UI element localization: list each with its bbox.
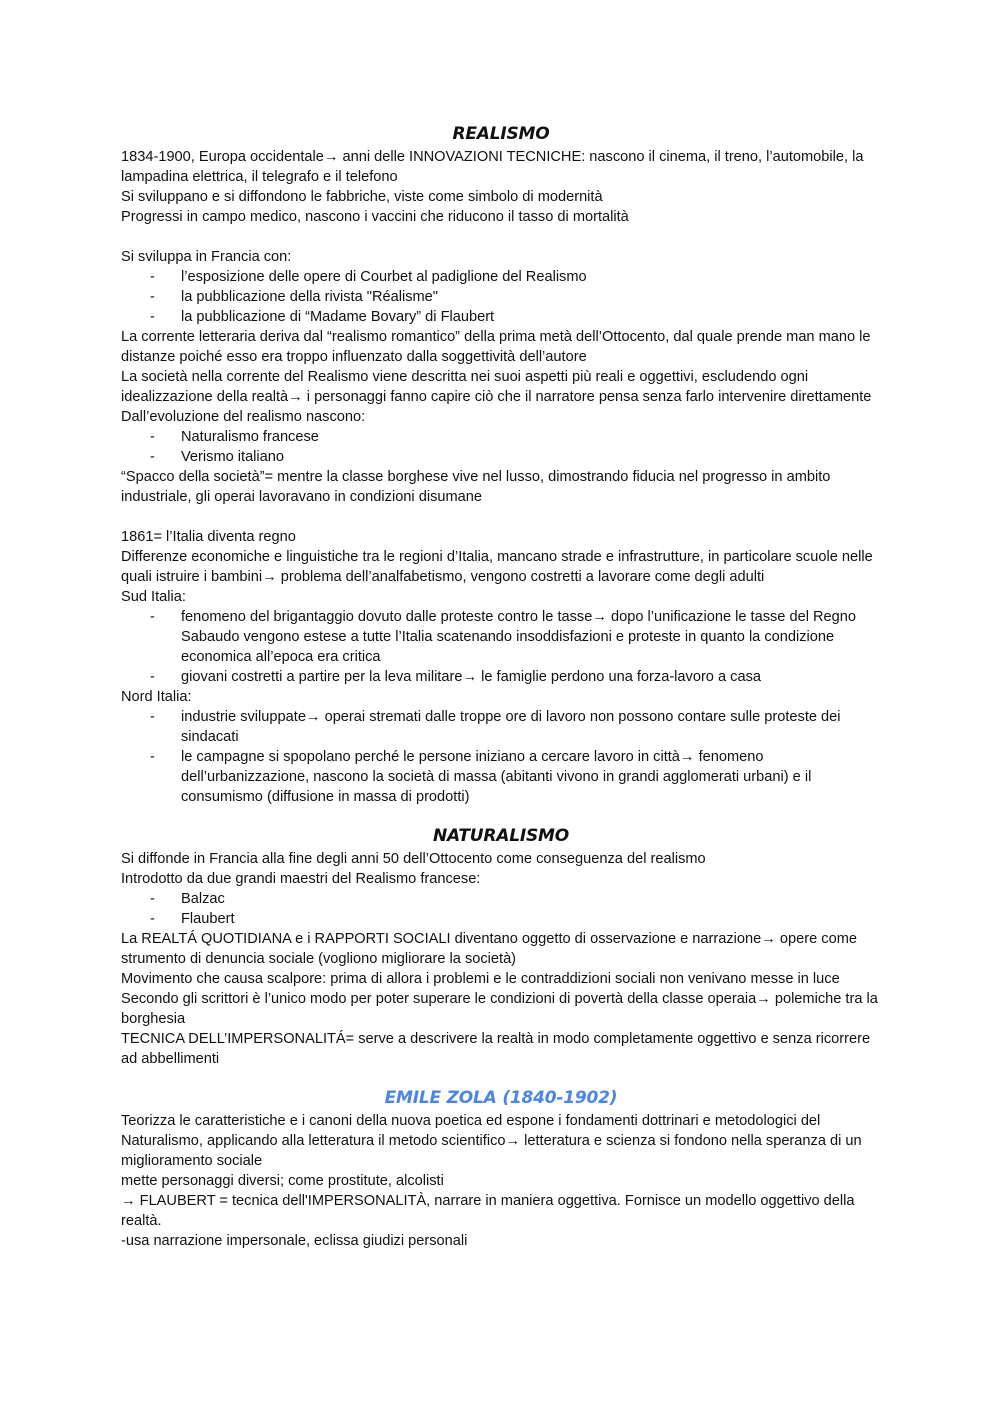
bullet-list bbox=[121, 267, 881, 327]
paragraph: La REALTÁ QUOTIDIANA e i RAPPORTI SOCIALI diventano oggetto di osservazione e narrazione→ opere come strumento di denuncia sociale (vogliono migliorare la società) bbox=[121, 931, 857, 967]
list-item-text: la pubblicazione di “Madame Bovary” di Flaubert bbox=[181, 309, 495, 325]
paragraph: Secondo gli scrittori è l’unico modo per poter superare le condizioni di povertà della classe operaia→ polemiche tra la borghesia bbox=[121, 991, 878, 1027]
list-item-text: le campagne si spopolano perché le persone iniziano a cercare lavoro in città→ fenomeno dell’urbanizzazione, nascono la società di massa (abitanti vivono in grandi agglomerati urbani) e il consumismo (diffusione in massa di prodotti) bbox=[181, 749, 812, 805]
dash-bullet: - bbox=[150, 309, 155, 325]
section-title-naturalismo: NATURALISMO bbox=[433, 826, 569, 846]
bullet-list bbox=[121, 889, 881, 929]
paragraph: 1834-1900, Europa occidentale→ anni delle INNOVAZIONI TECNICHE: nascono il cinema, il treno, l’automobile, la lampadina elettrica, il telegrafo e il telefono bbox=[121, 149, 864, 185]
list-item bbox=[121, 287, 881, 307]
bullet-list bbox=[121, 707, 881, 807]
paragraph: 1861= l’Italia diventa regno bbox=[121, 529, 296, 545]
paragraph: Progressi in campo medico, nascono i vaccini che riducono il tasso di mortalità bbox=[121, 209, 629, 225]
dash-bullet: - bbox=[150, 269, 155, 285]
paragraph: Si sviluppano e si diffondono le fabbriche, viste come simbolo di modernità bbox=[121, 189, 603, 205]
list-item bbox=[121, 667, 881, 687]
list-item-text: l’esposizione delle opere di Courbet al padiglione del Realismo bbox=[181, 269, 587, 285]
bullet-list bbox=[121, 607, 881, 687]
paragraph: “Spacco della società”= mentre la classe borghese vive nel lusso, dimostrando fiducia nel progresso in ambito industriale, gli operai lavoravano in condizioni disumane bbox=[121, 469, 831, 505]
paragraph: Sud Italia: bbox=[121, 589, 186, 605]
list-item bbox=[121, 447, 881, 467]
list-item bbox=[121, 909, 881, 929]
list-item-text: Balzac bbox=[181, 891, 225, 907]
section-title-realismo: REALISMO bbox=[452, 124, 550, 144]
list-item bbox=[121, 889, 881, 909]
list-item bbox=[121, 747, 881, 807]
dash-bullet: - bbox=[150, 709, 155, 725]
paragraph: -usa narrazione impersonale, eclissa giudizi personali bbox=[121, 1233, 468, 1249]
list-item bbox=[121, 307, 881, 327]
paragraph: mette personaggi diversi; come prostitute, alcolisti bbox=[121, 1173, 444, 1189]
dash-bullet: - bbox=[150, 911, 155, 927]
blank-line bbox=[121, 507, 881, 527]
dash-bullet: - bbox=[150, 891, 155, 907]
list-item-text: Flaubert bbox=[181, 911, 235, 927]
paragraph: Si diffonde in Francia alla fine degli anni 50 dell’Ottocento come conseguenza del realismo bbox=[121, 851, 706, 867]
list-item bbox=[121, 707, 881, 747]
bullet-list bbox=[121, 427, 881, 467]
paragraph: Differenze economiche e linguistiche tra le regioni d’Italia, mancano strade e infrastrutture, in particolare scuole nelle quali istruire i bambini→ problema dell’analfabetismo, vengono costretti a lavorare come degli adulti bbox=[121, 549, 873, 585]
list-item-text: industrie sviluppate→ operai stremati dalle troppe ore di lavoro non possono contare sulle proteste dei sindacati bbox=[181, 709, 841, 745]
paragraph: Movimento che causa scalpore: prima di allora i problemi e le contraddizioni sociali non venivano messe in luce bbox=[121, 971, 840, 987]
section-spacer bbox=[121, 807, 881, 823]
list-item bbox=[121, 267, 881, 287]
paragraph: → FLAUBERT = tecnica dell'IMPERSONALITÀ, narrare in maniera oggettiva. Fornisce un modello oggettivo della realtà. bbox=[121, 1193, 855, 1229]
paragraph: La società nella corrente del Realismo viene descritta nei suoi aspetti più reali e oggettivi, escludendo ogni idealizzazione della realtà→ i personaggi fanno capire ciò che il narratore pensa senza farlo intervenire direttamente bbox=[121, 369, 872, 405]
section-title-zola: EMILE ZOLA (1840-1902) bbox=[384, 1088, 618, 1108]
paragraph: Si sviluppa in Francia con: bbox=[121, 249, 292, 265]
list-item-text: giovani costretti a partire per la leva militare→ le famiglie perdono una forza-lavoro a casa bbox=[181, 669, 761, 685]
list-item-text: la pubblicazione della rivista "Réalisme" bbox=[181, 289, 438, 305]
dash-bullet: - bbox=[150, 289, 155, 305]
list-item-text: fenomeno del brigantaggio dovuto dalle proteste contro le tasse→ dopo l’unificazione le tasse del Regno Sabaudo vengono estese a tutte l’Italia scatenando insoddisfazioni e proteste in quanto la condizione economica all’epoca era critica bbox=[181, 609, 856, 665]
paragraph: TECNICA DELL’IMPERSONALITÁ= serve a descrivere la realtà in modo completamente oggettivo e senza ricorrere ad abbellimenti bbox=[121, 1031, 871, 1067]
paragraph: Teorizza le caratteristiche e i canoni della nuova poetica ed espone i fondamenti dottrinari e metodologici del Naturalismo, applicando alla letteratura il metodo scientifico→ letteratura e scienza si fondono nella speranza di un miglioramento sociale bbox=[121, 1113, 862, 1169]
paragraph: Nord Italia: bbox=[121, 689, 192, 705]
list-item bbox=[121, 427, 881, 447]
document-content bbox=[121, 121, 881, 1251]
dash-bullet: - bbox=[150, 749, 155, 765]
paragraph: Introdotto da due grandi maestri del Realismo francese: bbox=[121, 871, 481, 887]
list-item bbox=[121, 607, 881, 667]
dash-bullet: - bbox=[150, 449, 155, 465]
paragraph: La corrente letteraria deriva dal “realismo romantico” della prima metà dell’Ottocento, dal quale prende man mano le distanze poiché esso era troppo influenzato dalla soggettività dell’autore bbox=[121, 329, 871, 365]
blank-line bbox=[121, 227, 881, 247]
list-item-text: Naturalismo francese bbox=[181, 429, 319, 445]
dash-bullet: - bbox=[150, 669, 155, 685]
paragraph: Dall’evoluzione del realismo nascono: bbox=[121, 409, 366, 425]
list-item-text: Verismo italiano bbox=[181, 449, 285, 465]
section-spacer bbox=[121, 1069, 881, 1085]
dash-bullet: - bbox=[150, 429, 155, 445]
dash-bullet: - bbox=[150, 609, 155, 625]
